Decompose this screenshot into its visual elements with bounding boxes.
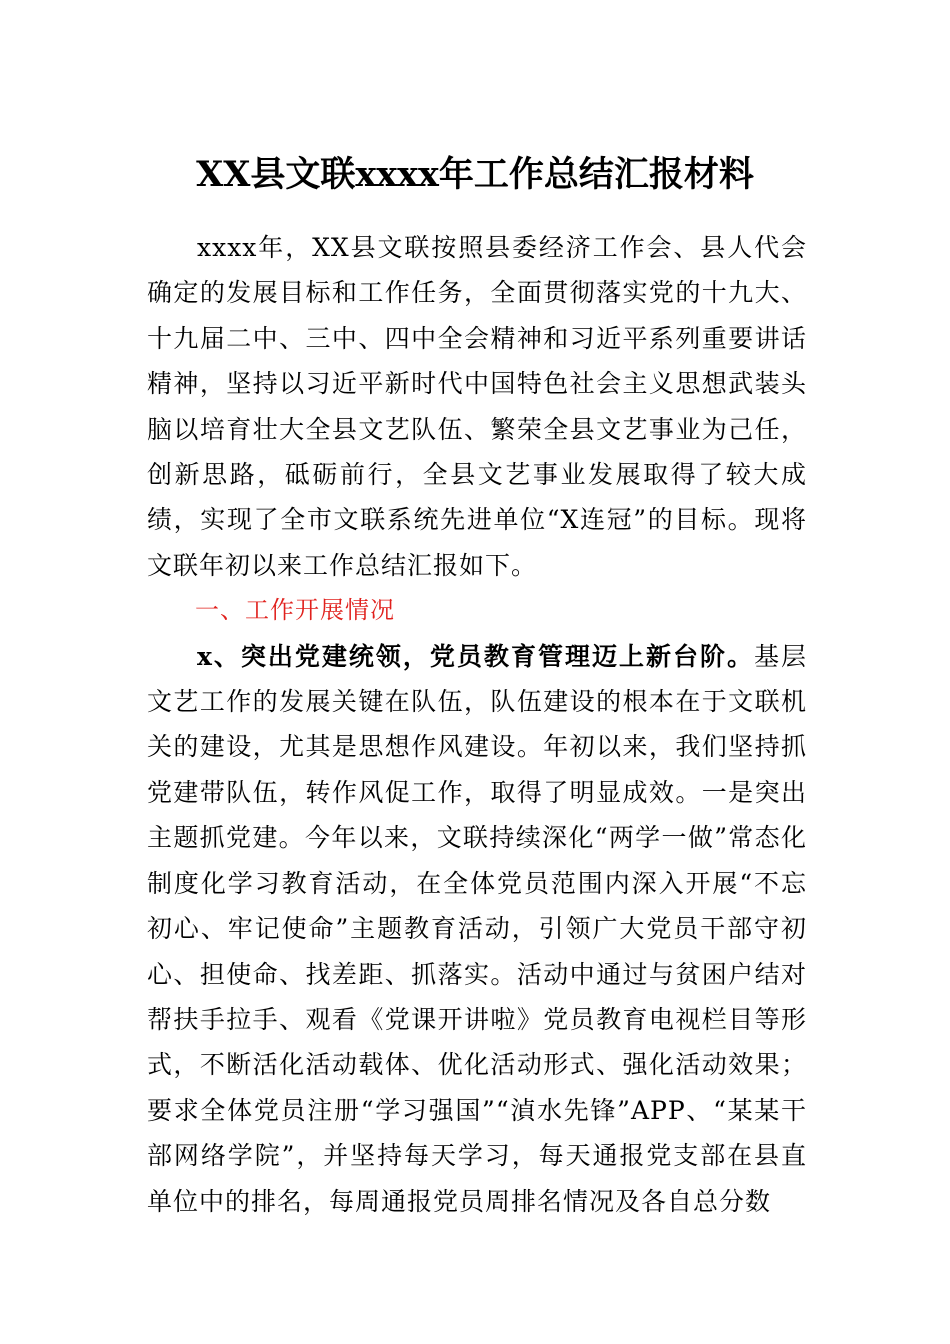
intro-paragraph: xxxx年，XX县文联按照县委经济工作会、县人代会确定的发展目标和工作任务，全面贯彻落实党的十九大、十九届二中、三中、四中全会精神和习近平系列重要讲话精神，坚持以习近平新时代中国特色社会主义思想武装头脑以培育壮大全县文艺队伍、繁荣全县文艺事业为己任，创新思路，砥砺前行，全县文艺事业发展取得了较大成绩，实现了全市文联系统先进单位“X连冠”的目标。现将文联年初以来工作总结汇报如下。 — [147, 233, 807, 580]
point-1-paragraph — [147, 634, 807, 1224]
section-heading: 一、工作开展情况 — [195, 596, 395, 625]
point-1-text: 基层文艺工作的发展关键在队伍，队伍建设的根本在于文联机关的建设，尤其是思想作风建设。年初以来，我们坚持抓党建带队伍，转作风促工作，取得了明显成效。一是突出主题抓党建。今年以来，文联持续深化“两学一做”常态化制度化学习教育活动，在全体党员范围内深入开展“不忘初心、牢记使命”主题教育活动，引领广大党员干部守初心、担使命、找差距、抓落实。活动中通过与贫困户结对帮扶手拉手、观看《党课开讲啦》党员教育电视栏目等形式，不断活化活动载体、优化活动形式、强化活动效果；要求全体党员注册“学习强国”“湞水先锋”APP、“某某干部网络学院”，并坚持每天学习，每天通报党支部在县直单位中的排名，每周通报党员周排名情况及各自总分数 — [147, 641, 807, 1216]
document-title: XX县文联xxxx年工作总结汇报材料 — [196, 154, 754, 195]
point-1-lead: x、突出党建统领，党员教育管理迈上新台阶。 — [197, 641, 754, 671]
document-body — [147, 225, 807, 1224]
